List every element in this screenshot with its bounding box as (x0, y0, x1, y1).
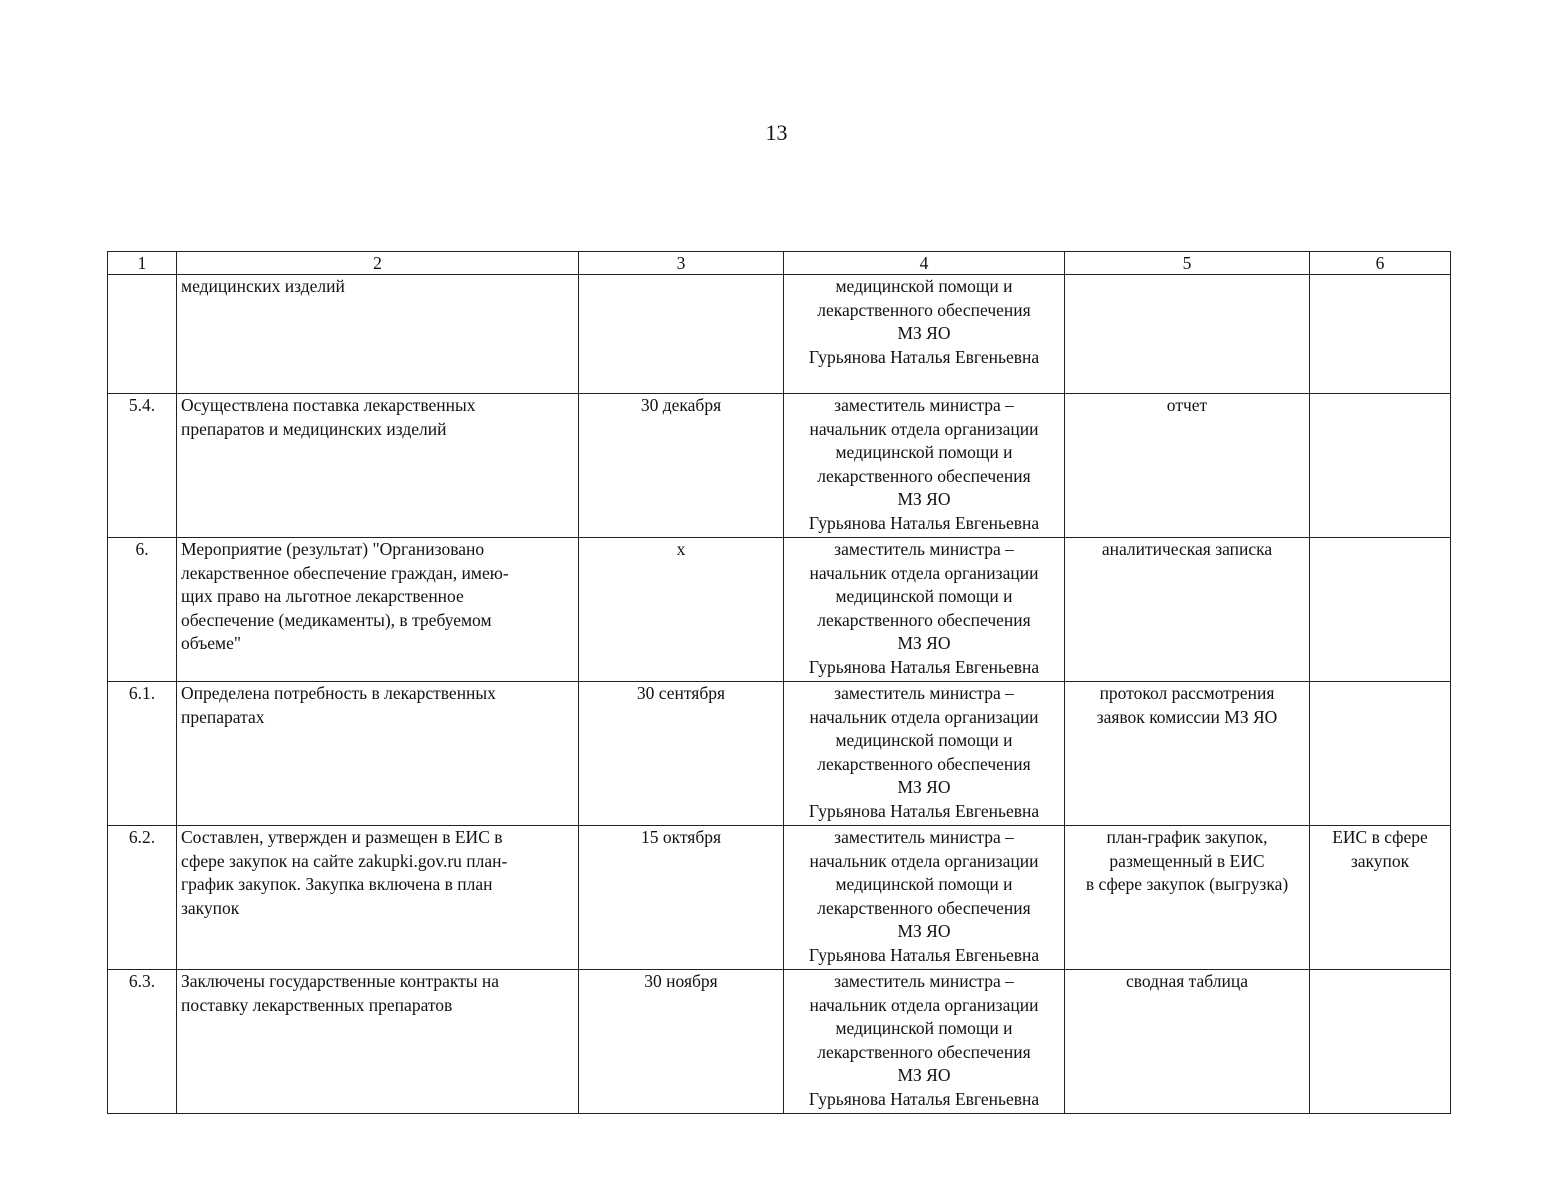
row-title: Определена потребность в лекарственных препаратах (177, 682, 579, 826)
row-document (1065, 275, 1310, 394)
table-row (108, 275, 1451, 394)
table-row (108, 826, 1451, 970)
row-document: план-график закупок, размещенный в ЕИС в сфере закупок (выгрузка) (1065, 826, 1310, 970)
row-system (1310, 682, 1451, 826)
row-document: отчет (1065, 394, 1310, 538)
header-row (108, 252, 1451, 275)
row-document: аналитическая записка (1065, 538, 1310, 682)
row-number: 6.2. (108, 826, 177, 970)
row-title: Осуществлена поставка лекарственных препаратов и медицинских изделий (177, 394, 579, 538)
row-number: 6.1. (108, 682, 177, 826)
row-system: ЕИС в сфере закупок (1310, 826, 1451, 970)
page-number: 13 (765, 120, 788, 145)
row-system (1310, 394, 1451, 538)
row-date: 30 ноября (579, 970, 784, 1114)
header-col-5: 5 (1065, 252, 1310, 275)
row-date (579, 275, 784, 394)
row-system (1310, 538, 1451, 682)
table-row (108, 682, 1451, 826)
header-col-4: 4 (784, 252, 1065, 275)
row-title: Заключены государственные контракты на поставку лекарственных препаратов (177, 970, 579, 1114)
table-row (108, 538, 1451, 682)
row-document: протокол рассмотрения заявок комиссии МЗ ЯО (1065, 682, 1310, 826)
header-col-1: 1 (108, 252, 177, 275)
row-number: 6. (108, 538, 177, 682)
header-col-6: 6 (1310, 252, 1451, 275)
row-document: сводная таблица (1065, 970, 1310, 1114)
row-responsible: заместитель министра – начальник отдела организации медицинской помощи и лекарственного обеспечения МЗ ЯО Гурьянова Наталья Евгеньевна (784, 970, 1065, 1114)
row-title: Мероприятие (результат) "Организовано лекарственное обеспечение граждан, имею- щих право на льготное лекарственное обеспечение (медикаменты), в требуемом объеме" (177, 538, 579, 682)
row-responsible: медицинской помощи и лекарственного обеспечения МЗ ЯО Гурьянова Наталья Евгеньевна (784, 275, 1065, 394)
row-date: х (579, 538, 784, 682)
row-number: 6.3. (108, 970, 177, 1114)
row-number: 5.4. (108, 394, 177, 538)
row-title: Составлен, утвержден и размещен в ЕИС в сфере закупок на сайте zakupki.gov.ru план- график закупок. Закупка включена в план закупок (177, 826, 579, 970)
row-date: 15 октября (579, 826, 784, 970)
row-system (1310, 275, 1451, 394)
header-col-3: 3 (579, 252, 784, 275)
plan-table (107, 251, 1451, 1114)
header-col-2: 2 (177, 252, 579, 275)
row-date: 30 сентября (579, 682, 784, 826)
row-date: 30 декабря (579, 394, 784, 538)
row-number (108, 275, 177, 394)
row-responsible: заместитель министра – начальник отдела организации медицинской помощи и лекарственного обеспечения МЗ ЯО Гурьянова Наталья Евгеньевна (784, 826, 1065, 970)
table-row (108, 970, 1451, 1114)
row-responsible: заместитель министра – начальник отдела организации медицинской помощи и лекарственного обеспечения МЗ ЯО Гурьянова Наталья Евгеньевна (784, 538, 1065, 682)
row-responsible: заместитель министра – начальник отдела организации медицинской помощи и лекарственного обеспечения МЗ ЯО Гурьянова Наталья Евгеньевна (784, 682, 1065, 826)
table-row (108, 394, 1451, 538)
row-system (1310, 970, 1451, 1114)
row-responsible: заместитель министра – начальник отдела организации медицинской помощи и лекарственного обеспечения МЗ ЯО Гурьянова Наталья Евгеньевна (784, 394, 1065, 538)
row-title: медицинских изделий (177, 275, 579, 394)
